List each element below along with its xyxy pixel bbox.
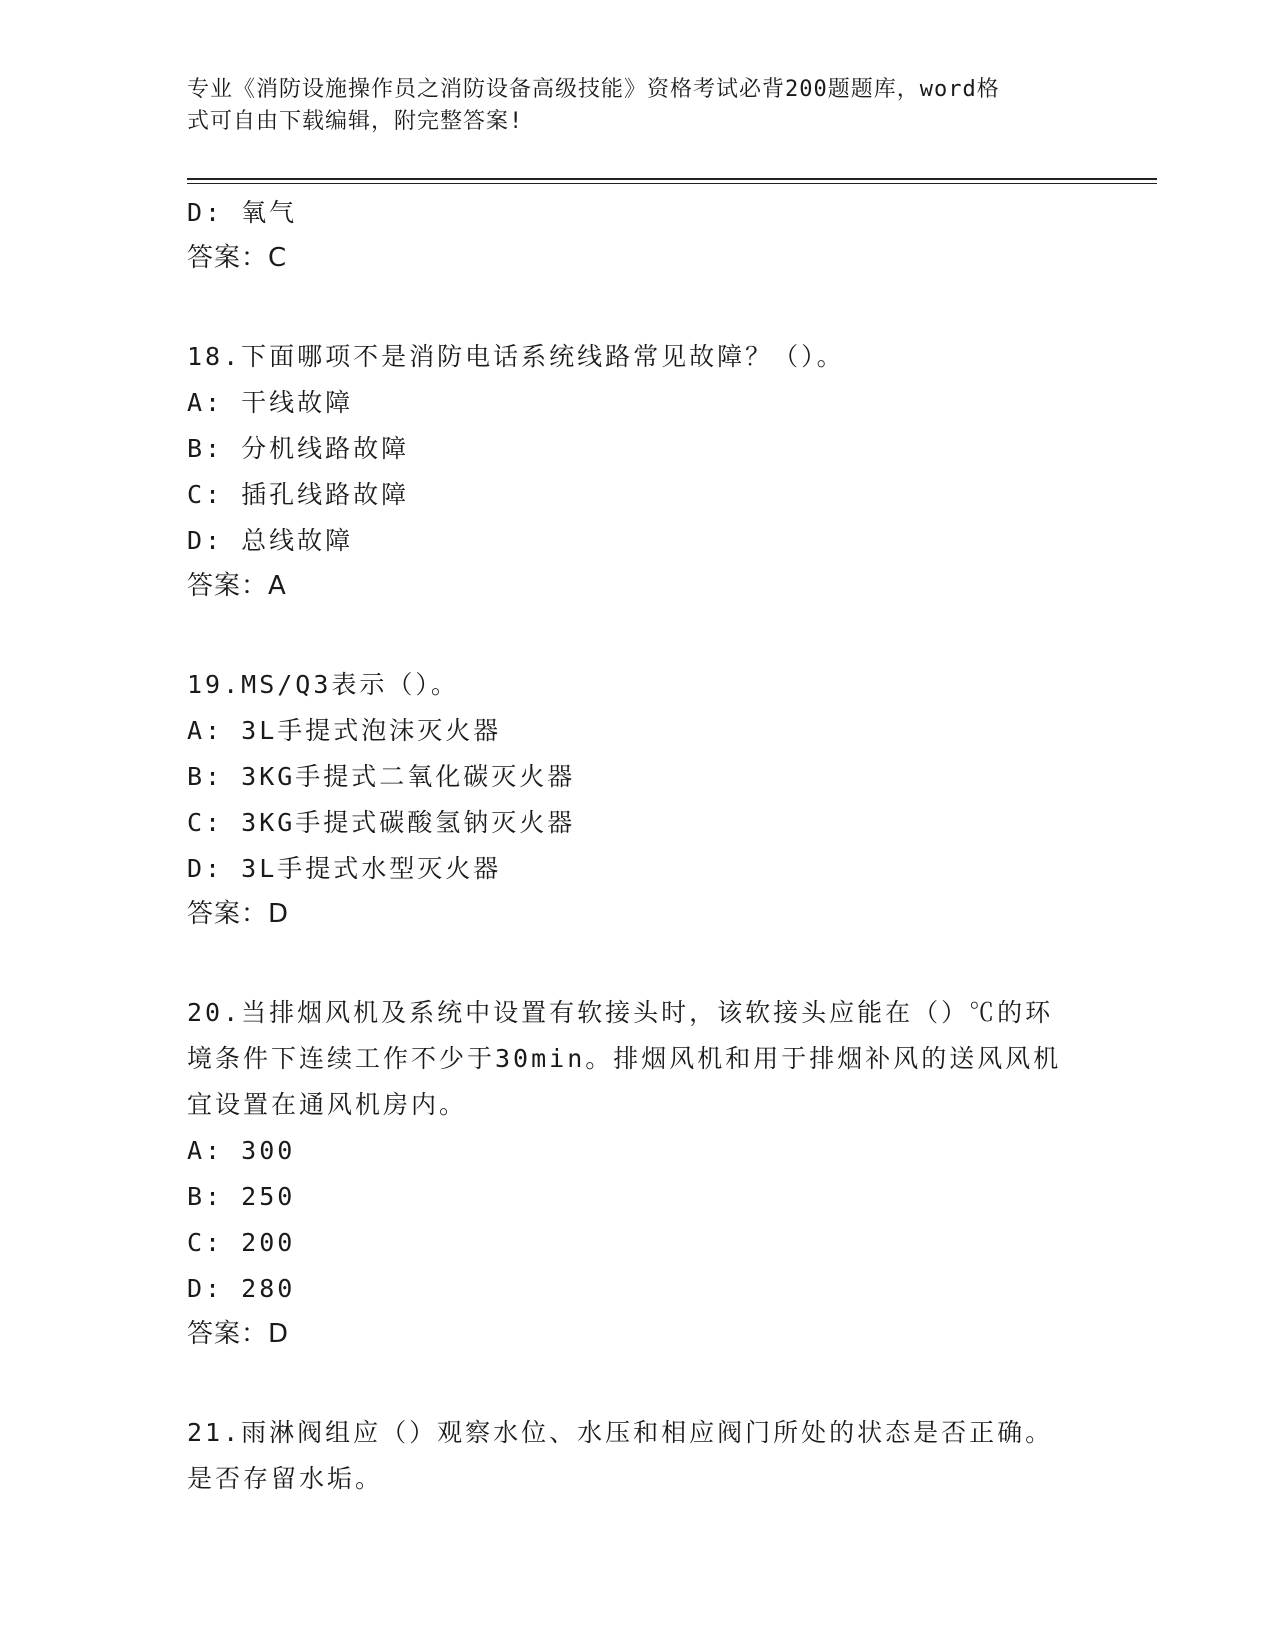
question-20 — [187, 990, 1087, 1356]
option-d: D: 280 — [187, 1274, 296, 1303]
spacer — [187, 1356, 1087, 1410]
question-18 — [187, 334, 1087, 608]
answer-line: 答案：D — [187, 899, 290, 929]
option-d: D: 3L手提式水型灭火器 — [187, 854, 502, 883]
spacer — [187, 280, 1087, 334]
header-line-2: 式可自由下载编辑，附完整答案! — [187, 109, 524, 134]
question-stem-line-2: 是否存留水垢。 — [187, 1464, 384, 1493]
question-17-tail — [187, 190, 1087, 280]
spacer — [187, 936, 1087, 990]
spacer — [187, 608, 1087, 662]
header-line-1: 专业《消防设施操作员之消防设备高级技能》资格考试必背200题题库，word格 — [187, 77, 1000, 102]
option-a: A: 干线故障 — [187, 388, 354, 417]
question-stem-line-1: 20.当排烟风机及系统中设置有软接头时，该软接头应能在（）℃的环 — [187, 998, 1054, 1027]
answer-line: 答案：A — [187, 571, 287, 601]
header-divider — [187, 178, 1157, 184]
question-21 — [187, 1410, 1087, 1502]
question-stem: 19.MS/Q3表示（）。 — [187, 670, 459, 699]
answer-line: 答案：C — [187, 243, 288, 273]
question-stem: 18.下面哪项不是消防电话系统线路常见故障？（）。 — [187, 342, 845, 371]
option-b: B: 分机线路故障 — [187, 434, 410, 463]
option-d: D: 总线故障 — [187, 526, 354, 555]
document-header — [187, 74, 1087, 138]
option-a: A: 3L手提式泡沫灭火器 — [187, 716, 502, 745]
question-stem-line-2: 境条件下连续工作不少于30min。排烟风机和用于排烟补风的送风风机 — [187, 1044, 1062, 1073]
option-a: A: 300 — [187, 1136, 296, 1165]
question-stem-line-1: 21.雨淋阀组应（）观察水位、水压和相应阀门所处的状态是否正确。 — [187, 1418, 1054, 1447]
option-b: B: 250 — [187, 1182, 296, 1211]
option-d: D: 氧气 — [187, 198, 298, 227]
question-stem-line-3: 宜设置在通风机房内。 — [187, 1090, 468, 1119]
answer-line: 答案：D — [187, 1319, 290, 1349]
option-c: C: 200 — [187, 1228, 296, 1257]
option-c: C: 插孔线路故障 — [187, 480, 410, 509]
option-b: B: 3KG手提式二氧化碳灭火器 — [187, 762, 576, 791]
option-c: C: 3KG手提式碳酸氢钠灭火器 — [187, 808, 576, 837]
question-19 — [187, 662, 1087, 936]
document-body — [187, 190, 1087, 1502]
